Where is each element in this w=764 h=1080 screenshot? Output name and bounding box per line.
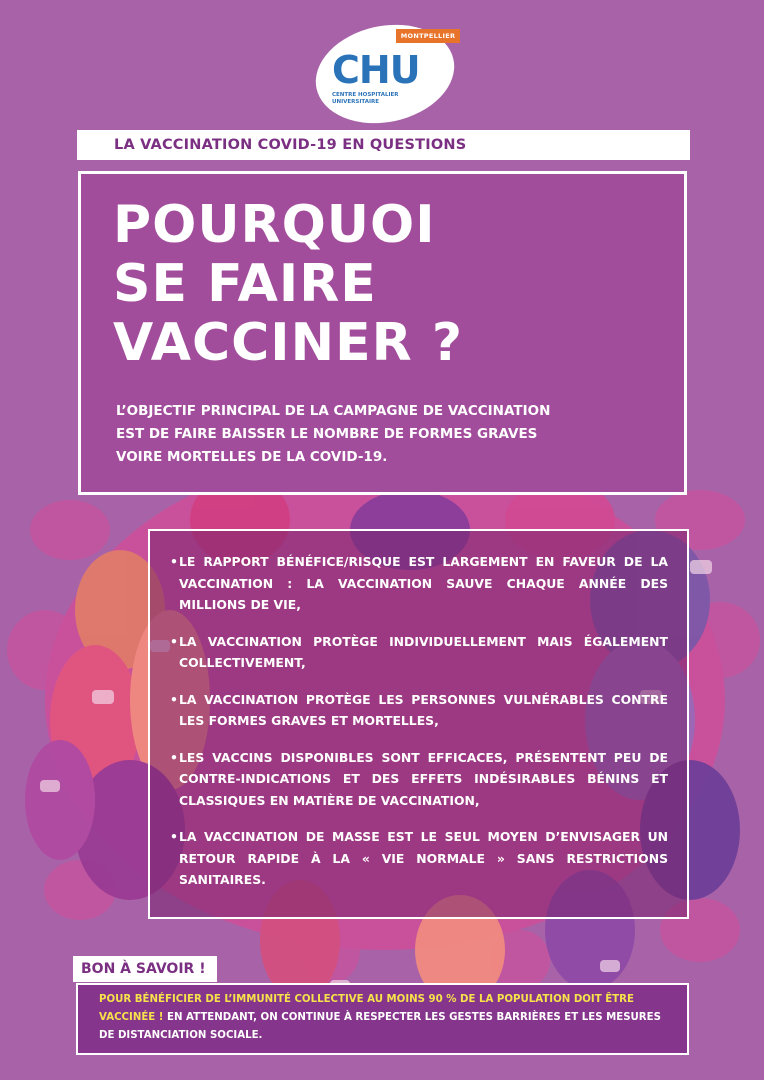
reason-item [170,826,668,891]
reason-item [170,631,668,674]
logo-city-tag: MONTPELLIER [396,29,460,43]
title-line-2: SE FAIRE [113,254,377,314]
title-line-3: VACCINER ? [113,313,463,373]
intro-line-2: EST DE FAIRE BAISSER LE NOMBRE DE FORMES GRAVES [116,426,538,442]
header-label: LA VACCINATION COVID-19 EN QUESTIONS [114,137,467,153]
chu-logo [312,20,458,124]
bullet-marker: • [170,633,178,649]
bon-a-savoir-label-text: BON À SAVOIR ! [81,961,206,977]
reasons-list [170,551,668,906]
bullet-marker: • [170,554,178,569]
reason-item [170,747,668,812]
header-strip [77,130,690,160]
bon-a-savoir-label [73,956,217,982]
logo-subtitle-line-1: CENTRE HOSPITALIER [332,92,399,98]
reasons-box [148,529,689,919]
logo-subtitle [332,92,399,106]
reason-text: LA VACCINATION DE MASSE EST LE SEUL MOYEN D’ENVISAGER UN RETOUR RAPIDE À LA « VIE NORMALE » SANS RESTRICTIONS SANITAIRES. [179,829,668,887]
logo-subtitle-line-2: UNIVERSITAIRE [332,99,379,105]
reason-text: LE RAPPORT BÉNÉFICE/RISQUE EST LARGEMENT EN FAVEUR DE LA VACCINATION : LA VACCINATION SAUVE CHAQUE ANNÉE DES MILLIONS DE VIE, [179,554,668,612]
reason-item [170,689,668,732]
reason-text: LA VACCINATION PROTÈGE INDIVIDUELLEMENT MAIS ÉGALEMENT COLLECTIVEMENT, [179,633,668,670]
logo-brand: CHU [332,48,420,92]
bon-a-savoir-rest: EN ATTENDANT, ON CONTINUE À RESPECTER LES GESTES BARRIÈRES ET LES MESURES DE DISTANCIATION SOCIALE. [99,1012,661,1041]
bullet-marker: • [170,829,178,844]
bon-a-savoir-highlight: POUR BÉNÉFICIER DE L’IMMUNITÉ COLLECTIVE AU MOINS 90 % DE LA POPULATION DOIT ÊTRE VACCINÉE ! [99,994,634,1023]
reason-item [170,551,668,616]
bon-a-savoir-text [99,991,671,1045]
intro-text [116,400,636,469]
bullet-marker: • [170,749,178,765]
bon-a-savoir-box [76,983,689,1055]
reason-text: LES VACCINS DISPONIBLES SONT EFFICACES, PRÉSENTENT PEU DE CONTRE-INDICATIONS ET DES EFFETS INDÉSIRABLES BÉNINS ET CLASSIQUES EN MATIÈRE DE VACCINATION, [179,749,668,808]
title-line-1: POURQUOI [113,195,436,255]
title-panel [78,171,687,495]
reason-text: LA VACCINATION PROTÈGE LES PERSONNES VULNÉRABLES CONTRE LES FORMES GRAVES ET MORTELLES, [179,691,668,728]
bullet-marker: • [170,691,178,707]
page-title [113,196,463,373]
intro-line-1: L’OBJECTIF PRINCIPAL DE LA CAMPAGNE DE VACCINATION [116,403,551,419]
intro-line-3: VOIRE MORTELLES DE LA COVID-19. [116,449,388,465]
